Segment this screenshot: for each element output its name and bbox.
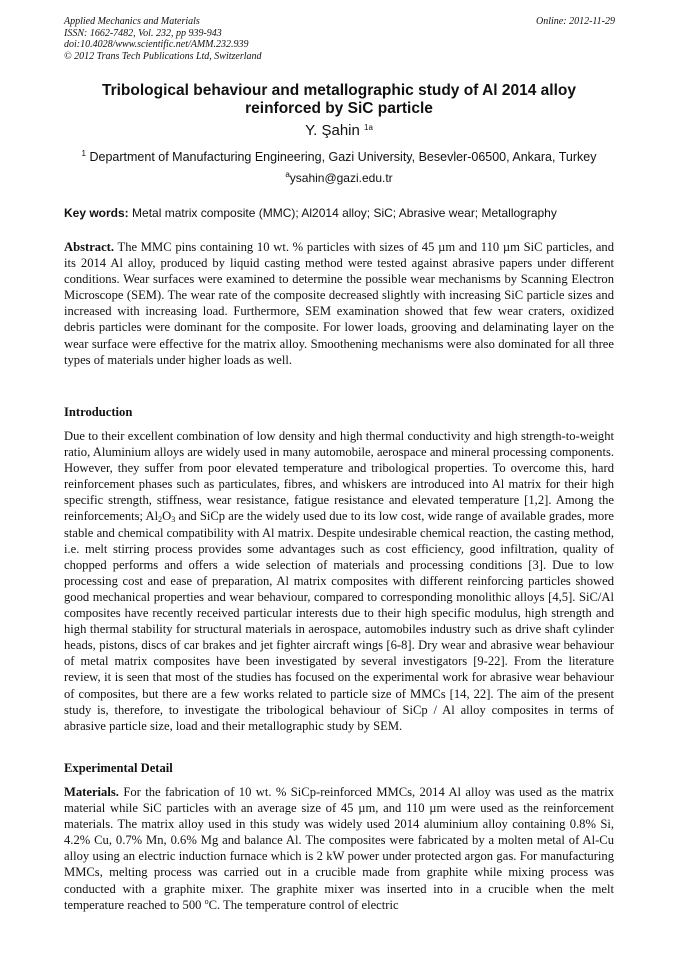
journal-header [64, 16, 262, 62]
copyright-line: © 2012 Trans Tech Publications Ltd, Switzerland [64, 50, 262, 62]
author-name: Y. Şahin [305, 122, 360, 139]
introduction-paragraph [64, 428, 614, 734]
materials-text-b: C. The temperature control of electric [208, 897, 399, 912]
email-mark: a [285, 170, 290, 179]
materials-label: Materials. [64, 785, 119, 799]
journal-name: Applied Mechanics and Materials [64, 16, 200, 27]
abstract-text: The MMC pins containing 10 wt. % particles with sizes of 45 µm and 110 µm SiC particles, and its 2014 Al alloy, produced by liquid casting method were tested against abrasive papers under different conditions. Wear surfaces were examined to determine the possible wear mechanisms by Scanning Electron Microscope (SEM). The wear rate of the composite decreased slightly with increasing SiC particle sizes and increased with increasing load. Furthermore, SEM examination showed that few wear craters, oxidized debris particles were dominant for the composite. For lower loads, grooving and delaminating layer on the wear surface were effective for the matrix alloy. Smoothening mechanisms were also dominated for all three types of materials under higher loads as well. [64, 240, 615, 367]
doi-line[interactable]: doi:10.4028/www.scientific.net/AMM.232.939 [64, 39, 249, 50]
degree-mark: o [204, 896, 209, 906]
email-address[interactable]: ysahin@gazi.edu.tr [289, 171, 393, 185]
abstract-label: Abstract. [64, 240, 115, 254]
section-heading-experimental: Experimental Detail [64, 761, 173, 775]
author-line [60, 122, 618, 140]
intro-text-c: and SiCp are the widely used due to its low cost, wide range of available grades, more stable and chemical compatibility with Al matrix. Despite undesirable chemical reaction, the casting method, i.e. melt stirring process provides some advantages such as cost efficiency, good infiltration, quality of chopped performs and offers a wide selection of materials and processing conditions [3]. Due to low processing cost and ease of preparation, Al matrix composites with different reinforcing particles showed good mechanical properties and wear behaviour, compared to corresponding monolithic alloys [4,5]. SiC/Al composites have recently received particular interests due to their high specific modulus, high strength and high thermal stability for structural materials in aerospace, automobiles industry such as drive shaft cylinder heads, pistons, discs of car brakes and jet fighter aircraft wings [6-8]. Dry wear and abrasive wear behaviour of metal matrix composites have been investigated by several investigators [9-22]. From the literature review, it is seen that most of the studies has focused on the experimental work for abrasive wear behaviour of composites, but there are a few works related to particle size of MMCs [14, 22]. The aim of the present study is, therefore, to investigate the tribological behaviour of SiCp / Al alloy composites in terms of abrasive particle size, load and their metallographic study by SEM. [64, 509, 615, 733]
materials-text-a: For the fabrication of 10 wt. % SiCp-reinforced MMCs, 2014 Al alloy was used as the matrix material while SiC particles with an average size of 45 µm, and 110 µm were used as the reinforcement materials. The matrix alloy used in this study was widely used 2014 aluminium alloy containing 0.8% Si, 4.2% Cu, 0.7% Mn, 0.6% Mg and balance Al. The composites were fabricated by a molten metal of Al-Cu alloy using an electric induction furnace which is 2 kW power under protected argon gas. For manufacturing MMCs, melting process was carried out in a crucible made from graphite while mixing process was conducted with a graphite mixer. The graphite mixer was inserted into in a crucible when the melt temperature reached to 500 [64, 785, 614, 912]
intro-sub-2: 3 [171, 515, 176, 525]
author-affil-mark: 1a [364, 123, 373, 132]
abstract [64, 239, 614, 368]
affiliation [60, 149, 618, 165]
intro-sub-1: 2 [158, 515, 163, 525]
keywords [64, 206, 616, 221]
keywords-label: Key words: [64, 206, 129, 220]
section-heading-introduction: Introduction [64, 405, 133, 419]
issn-line: ISSN: 1662-7482, Vol. 232, pp 939-943 [64, 27, 222, 39]
keywords-text: Metal matrix composite (MMC); Al2014 alloy; SiC; Abrasive wear; Metallography [132, 206, 557, 220]
intro-text-b: O [162, 509, 172, 524]
paper-title [60, 82, 618, 118]
online-date: Online: 2012-11-29 [536, 16, 615, 27]
title-line-1: Tribological behaviour and metallographic study of Al 2014 alloy [101, 82, 576, 99]
author-email [60, 171, 618, 186]
affil-text: Department of Manufacturing Engineering, Gazi University, Besevler-06500, Ankara, Turkey [89, 150, 597, 164]
title-line-2: reinforced by SiC particle [245, 100, 433, 117]
intro-text-a: Due to their excellent combination of low density and high thermal conductivity and high strength-to-weight ratio, Aluminium alloys are widely used in many automobile, aerospace and mineral processing components. However, they suffer from poor elevated temperature and tribological properties. To overcome this, hard reinforcement phases such as particulates, fibres, and whiskers are introduced into Al matrix for their high specific strength, stiffness, wear resistance, fatigue resistance and elevated temperature [1,2]. Among the reinforcements; Al [64, 429, 614, 524]
affil-mark: 1 [81, 149, 86, 158]
materials-paragraph [64, 784, 614, 913]
